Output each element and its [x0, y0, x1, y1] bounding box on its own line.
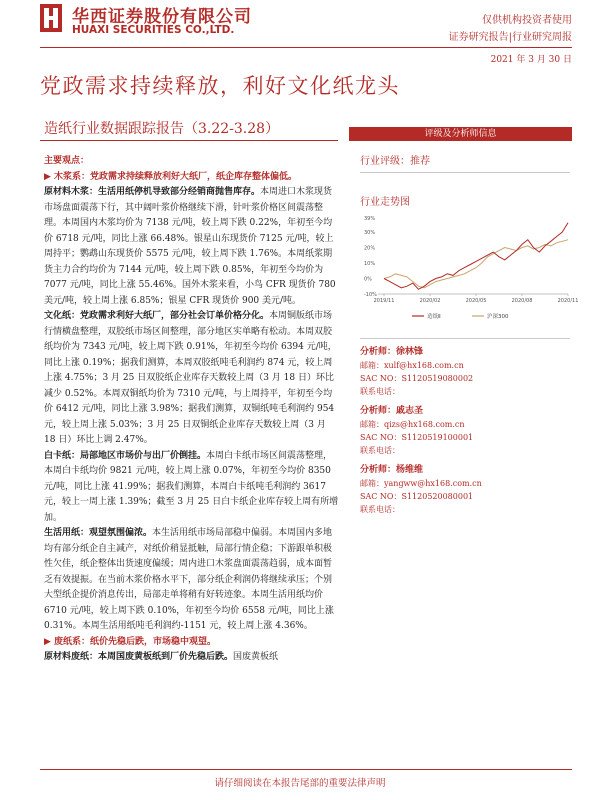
main-content — [44, 154, 340, 666]
trend-chart-label: 行业走势图 — [360, 197, 410, 208]
culture-paper-text: 本周铜版纸市场行情横盘整理，双胶纸市场区间整理，部分地区实单略有松动。本周双胶纸均价为 7343 元/吨，较上周下跌 0.91%，年初至今均价 6394 元/吨，同比上涨 0.19%；据我们测算，本周双胶纸吨毛利润约 874 元，较上周上涨 4.75%；3 月 25 日双胶纸企业库存天数较上周（3 月 18 日）环比减少 0.52%。本周双铜纸均价为 7310 元/吨，与上周持平，年初至今均价 6412 元/吨，同比上涨 3.98%；据我们测算，双铜纸吨毛利润约 954 元，较上周上涨 5.03%；3 月 25 日双铜纸企业库存天数较上周（3 月 18 日）环比上调 2.47%。 — [44, 311, 337, 445]
sidebar-section-title: 评级及分析师信息 — [349, 127, 572, 141]
y-tick-label: 30% — [364, 229, 376, 236]
report-date: 2021 年 3 月 30 日 — [490, 55, 572, 65]
header-divider — [40, 47, 572, 48]
sidebar-divider — [360, 172, 570, 173]
analyst-card — [360, 463, 570, 516]
analyst-phone: 联系电话： — [360, 387, 400, 396]
analyst-name: 分析师：杨维维 — [360, 465, 424, 475]
tissue-paragraph — [44, 526, 340, 635]
report-title: 党政需求持续释放，利好文化纸龙头 — [40, 74, 400, 98]
white-card-paragraph — [44, 449, 340, 527]
pulp-paragraph — [44, 185, 340, 309]
pulp-lead: 原材料木浆：生活用纸停机导致部分经销商抛售库存。 — [44, 187, 261, 197]
x-tick-label: 2019/11 — [373, 298, 395, 304]
analyst-card — [360, 345, 570, 398]
analyst-sac: SAC NO：S1120519080002 — [360, 374, 474, 383]
x-tick-label: 2020/11 — [557, 298, 579, 304]
analyst-sac: SAC NO：S1120519100001 — [360, 433, 474, 442]
analyst-phone: 联系电话： — [360, 446, 400, 455]
waste-paper-lead: 原材料废纸：本周国废黄板纸到厂价先稳后跌。 — [44, 652, 234, 662]
series-line — [384, 223, 568, 290]
waste-paper-text: 国废黄板纸 — [233, 652, 279, 662]
analyst-name: 分析师：徐林锋 — [360, 347, 424, 357]
legal-notice: 请仔细阅读在本报告尾部的重要法律声明 — [214, 778, 386, 789]
x-tick-label: 2020/08 — [511, 298, 533, 304]
y-tick-label: 10% — [364, 260, 376, 267]
x-tick-label: 2020/02 — [419, 298, 441, 304]
culture-paper-paragraph — [44, 309, 340, 449]
culture-paper-lead: 文化纸：党政需求利好大纸厂，部分社会订单价格分化。 — [44, 311, 270, 321]
y-tick-label: 39% — [364, 216, 376, 222]
audience-note: 仅供机构投资者使用 — [482, 15, 572, 26]
pulp-text: 本周进口木浆现货市场盘面震荡下行，其中阔叶浆价格继续下滑，针叶浆价格区间震荡整理。本周国内木浆均价为 7138 元/吨，较上周下跌 0.22%，年初至今均价 6718 元/吨，同比上涨 66.48%。银星山东现货价 7125 元/吨，较上周持平；鹦鹉山东现货价 5575 元/吨，较上周下跌 1.76%。本周纸浆期货主力合约均价为 7144 元/吨，较上周下跌 0.85%，年初至今均价为 7077 元/吨，同比上涨 55.46%。国外木浆来看，小鸟 CFR 现货价 780 美元/吨，较上周上涨 6.85%；银星 CFR 现货价 900 美元/吨。 — [44, 187, 336, 306]
series-line — [384, 240, 568, 288]
legend-label: 沪深300 — [487, 314, 509, 320]
company-name-cn: 华西证券股份有限公司 — [72, 7, 252, 27]
company-logo — [40, 4, 62, 32]
company-name-en: HUAXI SECURITIES CO.,LTD. — [72, 24, 235, 36]
report-subtitle: 造纸行业数据跟踪报告（3.22-3.28） — [44, 121, 280, 137]
analyst-phone: 联系电话： — [360, 505, 400, 514]
y-tick-label: -10% — [364, 292, 377, 298]
industry-rating: 行业评级：推荐 — [360, 156, 430, 167]
analyst-email: 邮箱：yangww@hx168.com.cn — [360, 479, 482, 488]
x-tick-label: 2020/05 — [465, 298, 487, 304]
analyst-card — [360, 404, 570, 457]
white-card-lead: 白卡纸：局部地区市场价与出厂价倒挂。 — [44, 450, 207, 461]
industry-trend-chart — [362, 212, 579, 330]
analyst-sac: SAC NO：S1120520080001 — [360, 492, 474, 501]
analyst-email: 邮箱：qizs@hx168.com.cn — [360, 420, 465, 429]
waste-series-heading: ▶ 废纸系：纸价先稳后跌，市场稳中观望。 — [44, 636, 217, 647]
analyst-email: 邮箱：xulf@hx168.com.cn — [360, 361, 464, 370]
tissue-text: 本生活用纸市场局部稳中偏弱。本周国内多地均有部分纸企自主减产，对纸价稍显抵触，局部行情企稳；下游跟单积极性欠佳，纸企整体出货速度偏缓；周内进口木浆盘面震荡趋弱，成本面暂乏有效提振。在当前木浆价格水平下，部分纸企利润仍将继续承压；个别大型纸企提价消息传出，局部走单将稍有好转迹象。本周生活用纸均价 6710 元/吨，较上周下跌 0.10%，年初至今均价 6558 元/吨，同比上涨 0.31%。本周生活用纸吨毛利润约-1151 元，较上周上涨 4.36%。 — [44, 528, 334, 631]
wood-series-heading: ▶ 木浆系：党政需求持续释放利好大纸厂，纸企库存整体偏低。 — [44, 171, 298, 182]
y-tick-label: 20% — [364, 245, 376, 252]
tissue-lead: 生活用纸：观望氛围偏浓。 — [44, 528, 153, 538]
subtitle-divider — [40, 140, 338, 141]
analyst-name: 分析师：戚志圣 — [360, 406, 424, 416]
report-type: 证券研究报告|行业研究周报 — [448, 32, 572, 43]
legend-label: 造纸Ⅱ — [427, 314, 441, 320]
white-card-text: 本周白卡纸市场区间震荡整理，本周白卡纸均价 9821 元/吨，较上周上涨 0.07%，年初至今均价 8350 元/吨，同比上涨 41.99%；据我们测算，本周白卡纸吨毛利润约 3617 元，较上一周上涨 1.39%；截至 3 月 25 日白卡纸企业库存较上周有所增加。 — [44, 450, 339, 523]
key-points-heading: 主要观点： — [44, 156, 90, 166]
footer-divider — [40, 769, 572, 770]
y-tick-label: 0% — [364, 276, 372, 283]
waste-paper-paragraph — [44, 650, 340, 666]
sidebar-divider — [360, 338, 570, 339]
